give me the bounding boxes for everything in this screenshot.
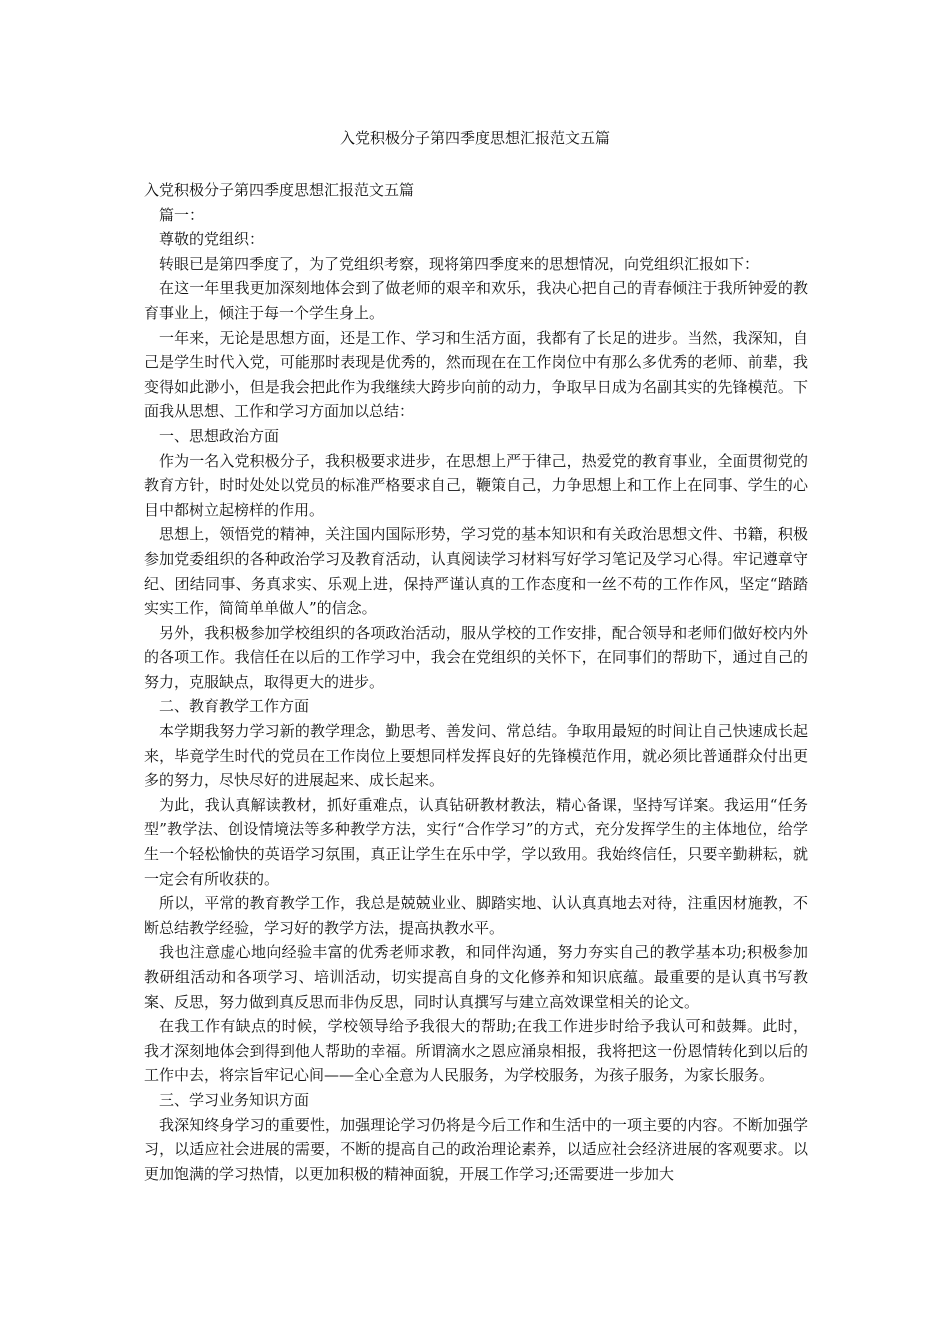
paragraph: 为此，我认真解读教材，抓好重难点，认真钻研教材教法，精心备课，坚持写详案。我运用“任务型”教学法、创设情境法等多种教学方法，实行“合作学习”的方式，充分发挥学生的主体地位，给学生一个轻松愉快的英语学习氛围，真正让学生在乐中学，学以致用。我始终信任，只要辛勤耕耘，就一定会有所收获的。 [144, 795, 808, 888]
document-body [144, 178, 808, 1186]
paragraph: 一年来，无论是思想方面，还是工作、学习和生活方面，我都有了长足的进步。当然，我深知，自己是学生时代入党，可能那时表现是优秀的，然而现在在工作岗位中有那么多优秀的老师、前辈，我变得如此渺小，但是我会把此作为我继续大跨步向前的动力，争取早日成为名副其实的先锋模范。下面我从思想、工作和学习方面加以总结： [144, 328, 808, 421]
paragraph: 本学期我努力学习新的教学理念，勤思考、善发问、常总结。争取用最短的时间让自己快速成长起来，毕竟学生时代的党员在工作岗位上要想同样发挥良好的先锋模范作用，就必须比普通群众付出更多的努力，尽快尽好的进展起来、成长起来。 [144, 722, 808, 790]
body-heading: 入党积极分子第四季度思想汇报范文五篇 [144, 181, 415, 199]
section-heading: 二、教育教学工作方面 [159, 697, 310, 716]
section-heading: 一、思想政治方面 [159, 426, 280, 445]
paragraph: 另外，我积极参加学校组织的各项政治活动，服从学校的工作安排，配合领导和老师们做好校内外的各项工作。我信任在以后的工作学习中，我会在党组织的关怀下，在同事们的帮助下，通过自己的努力，克服缺点，取得更大的进步。 [144, 623, 808, 691]
section-label: 篇一： [159, 205, 205, 224]
paragraph: 所以，平常的教育教学工作，我总是兢兢业业、脚踏实地、认认真真地去对待，注重因材施教，不断总结教学经验，学习好的教学方法，提高执教水平。 [144, 894, 808, 937]
salutation: 尊敬的党组织： [159, 230, 265, 249]
document-title: 入党积极分子第四季度思想汇报范文五篇 [339, 129, 610, 147]
paragraph: 我深知终身学习的重要性，加强理论学习仍将是今后工作和生活中的一项主要的内容。不断加强学习，以适应社会进展的需要，不断的提高自己的政治理论素养，以适应社会经济进展的客观要求。以更加饱满的学习热情，以更加积极的精神面貌，开展工作学习;还需要进一步加大 [144, 1115, 808, 1183]
paragraph: 在我工作有缺点的时候，学校领导给予我很大的帮助;在我工作进步时给予我认可和鼓舞。此时，我才深刻地体会到得到他人帮助的幸福。所谓滴水之恩应涌泉相报，我将把这一份恩情转化到以后的工作中去，将宗旨牢记心间——全心全意为人民服务，为学校服务，为孩子服务，为家长服务。 [144, 1017, 808, 1085]
paragraph: 在这一年里我更加深刻地体会到了做老师的艰辛和欢乐，我决心把自己的青春倾注于我所钟爱的教育事业上，倾注于每一个学生身上。 [144, 279, 808, 322]
paragraph: 转眼已是第四季度了，为了党组织考察，现将第四季度来的思想情况，向党组织汇报如下： [159, 254, 760, 273]
section-heading: 三、学习业务知识方面 [159, 1090, 310, 1109]
paragraph: 我也注意虚心地向经验丰富的优秀老师求教，和同伴沟通，努力夯实自己的教学基本功;积极参加教研组活动和各项学习、培训活动，切实提高自身的文化修养和知识底蕴。最重要的是认真书写教案、反思，努力做到真反思而非伪反思，同时认真撰写与建立高效课堂相关的论文。 [144, 943, 808, 1011]
paragraph: 思想上，领悟党的精神，关注国内国际形势，学习党的基本知识和有关政治思想文件、书籍，积极参加党委组织的各种政治学习及教育活动，认真阅读学习材料写好学习笔记及学习心得。牢记遵章守纪、团结同事、务真求实、乐观上进，保持严谨认真的工作态度和一丝不苟的工作作风，坚定“踏踏实实工作，简简单单做人”的信念。 [144, 525, 808, 618]
paragraph: 作为一名入党积极分子，我积极要求进步，在思想上严于律己，热爱党的教育事业，全面贯彻党的教育方针，时时处处以党员的标准严格要求自己，鞭策自己，力争思想上和工作上在同事、学生的心目中都树立起榜样的作用。 [144, 451, 808, 519]
